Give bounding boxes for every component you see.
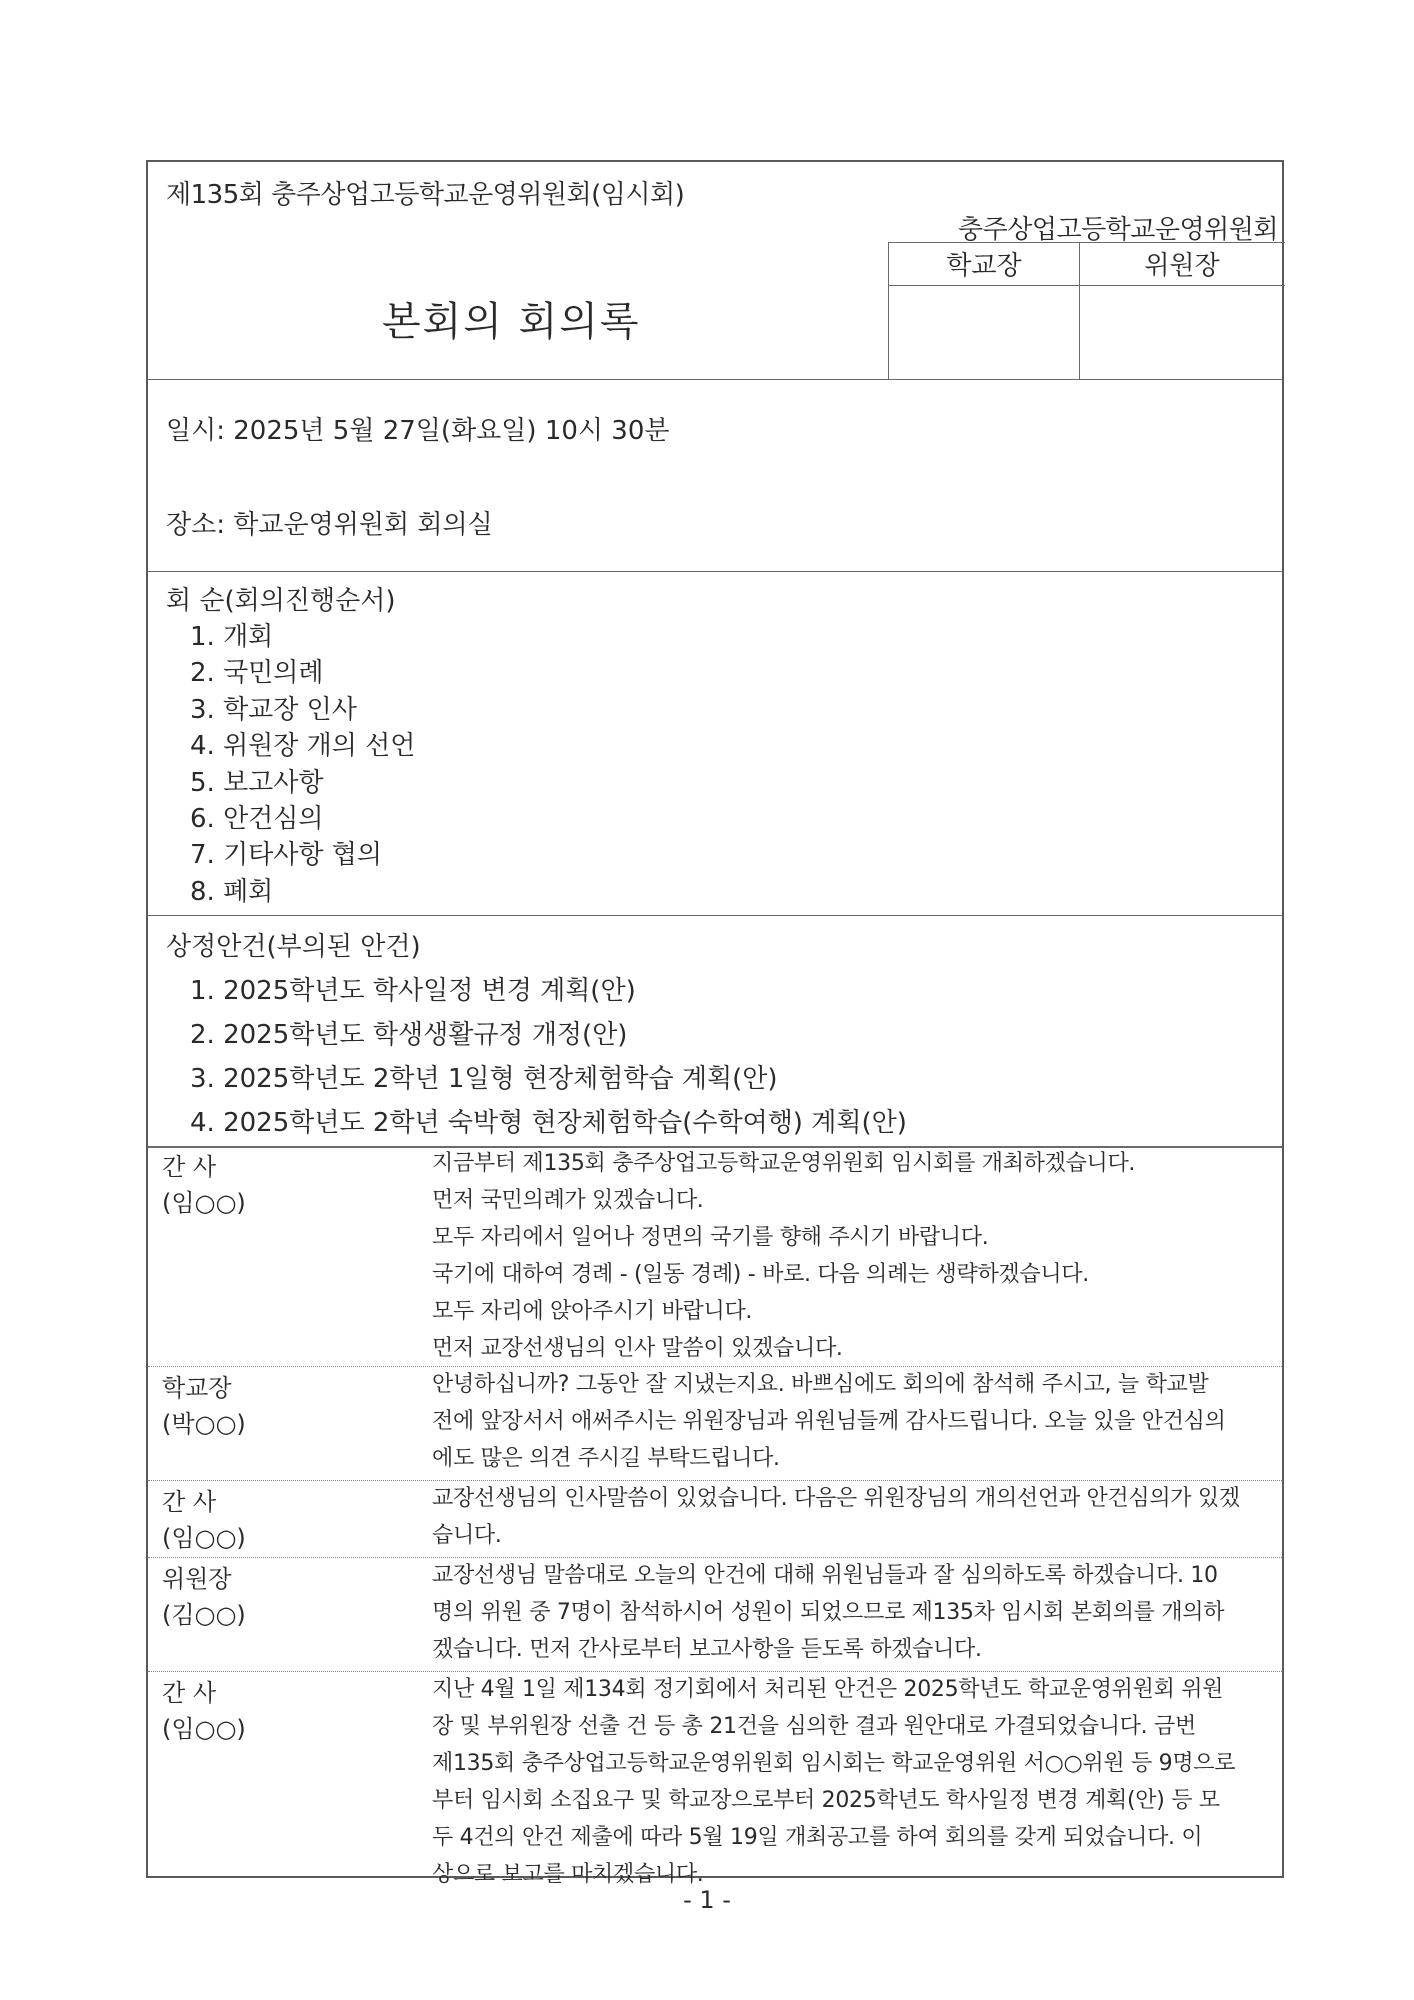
order-item: 8. 폐회: [190, 877, 274, 907]
speaker-name: (임○○): [162, 1189, 246, 1217]
speech-text: [432, 1671, 1274, 1893]
minutes-entry: [148, 1559, 1282, 1670]
speech-line: 장 및 부위원장 선출 건 등 총 21건을 심의한 결과 원안대로 가결되었습니다. 금번: [432, 1714, 1196, 1739]
speech-text: [432, 1366, 1274, 1477]
page-number: - 1 -: [683, 1886, 731, 1914]
speech-line: 교장선생님의 인사말씀이 있었습니다. 다음은 위원장님의 개의선언과 안건심의가 있겠: [432, 1486, 1240, 1511]
organization-name: 충주상업고등학교운영위원회: [957, 215, 1278, 245]
speaker-name: (박○○): [162, 1410, 246, 1438]
speech-text: [432, 1145, 1274, 1367]
order-item: 6. 안건심의: [190, 804, 324, 834]
speech-line: 지금부터 제135회 충주상업고등학교운영위원회 임시회를 개최하겠습니다.: [432, 1151, 1136, 1176]
speaker-role: 학교장: [162, 1374, 232, 1402]
header-section: [148, 162, 1282, 380]
speaker-name: (임○○): [162, 1524, 246, 1552]
minutes-section: [148, 1147, 1282, 1887]
speech-line: 부터 임시회 소집요구 및 학교장으로부터 2025학년도 학사일정 변경 계획(안) 등 모: [432, 1788, 1220, 1813]
speech-line: 겠습니다. 먼저 간사로부터 보고사항을 듣도록 하겠습니다.: [432, 1637, 982, 1662]
speaker-name: (김○○): [162, 1601, 246, 1629]
speech-line: 전에 앞장서서 애써주시는 위원장님과 위원님들께 감사드립니다. 오늘 있을 안건심의: [432, 1409, 1226, 1434]
speech-line: 상으로 보고를 마치겠습니다.: [432, 1862, 704, 1887]
speech-line: 명의 위원 중 7명이 참석하시어 성원이 되었으므로 제135차 임시회 본회의를 개의하: [432, 1600, 1225, 1625]
order-title: 회 순(회의진행순서): [166, 586, 396, 616]
speech-line: 모두 자리에서 일어나 정면의 국기를 향해 주시기 바랍니다.: [432, 1225, 989, 1250]
document-frame: [146, 160, 1284, 1887]
speech-line: 먼저 교장선생님의 인사 말씀이 있겠습니다.: [432, 1336, 843, 1361]
order-item: 3. 학교장 인사: [190, 695, 357, 725]
speech-line: 안녕하십니까? 그동안 잘 지냈는지요. 바쁘심에도 회의에 참석해 주시고, 늘 학교발: [432, 1372, 1209, 1397]
speech-line: 제135회 충주상업고등학교운영위원회 임시회는 학교운영위원 서○○위원 등 9명으로: [432, 1751, 1236, 1776]
agenda-item: 2. 2025학년도 학생생활규정 개정(안): [190, 1020, 628, 1050]
speech-line: 습니다.: [432, 1523, 502, 1548]
minutes-entry: [148, 1147, 1282, 1365]
agenda-item: 4. 2025학년도 2학년 숙박형 현장체험학습(수학여행) 계획(안): [190, 1108, 907, 1138]
order-item: 1. 개회: [190, 622, 274, 652]
order-item: 7. 기타사항 협의: [190, 840, 383, 870]
document-title: 본회의 회의록: [382, 299, 641, 345]
signature-row-line: [889, 285, 1285, 286]
speech-line: 두 4건의 안건 제출에 따라 5월 19일 개최공고를 하여 회의를 갖게 되었습니다. 이: [432, 1825, 1203, 1850]
speech-line: 모두 자리에 앉아주시기 바랍니다.: [432, 1299, 753, 1324]
speaker-role: 간 사: [162, 1679, 216, 1707]
speech-text: [432, 1557, 1274, 1668]
speech-line: 교장선생님 말씀대로 오늘의 안건에 대해 위원님들과 잘 심의하도록 하겠습니다. 10: [432, 1563, 1218, 1588]
speech-line: 먼저 국민의례가 있겠습니다.: [432, 1188, 704, 1213]
agenda-item: 1. 2025학년도 학사일정 변경 계획(안): [190, 976, 636, 1006]
agenda-item: 3. 2025학년도 2학년 1일형 현장체험학습 계획(안): [190, 1064, 778, 1094]
signature-table: [888, 242, 1285, 379]
speech-line: 국기에 대하여 경례 - (일동 경례) - 바로. 다음 의례는 생략하겠습니다.: [432, 1262, 1089, 1287]
divider: [148, 915, 1282, 916]
speech-text: [432, 1480, 1274, 1554]
speaker-role: 간 사: [162, 1488, 216, 1516]
divider: [148, 571, 1282, 572]
order-item: 5. 보고사항: [190, 768, 324, 798]
meeting-datetime: 일시: 2025년 5월 27일(화요일) 10시 30분: [166, 416, 670, 446]
meeting-number: 제135회 충주상업고등학교운영위원회(임시회): [166, 180, 685, 210]
divider: [148, 379, 1282, 380]
speaker-role: 위원장: [162, 1565, 232, 1593]
speaker-name: (임○○): [162, 1715, 246, 1743]
sign-principal-header: 학교장: [946, 251, 1022, 281]
order-item: 4. 위원장 개의 선언: [190, 731, 416, 761]
speech-line: 에도 많은 의견 주시길 부탁드립니다.: [432, 1446, 780, 1471]
sign-chair-header: 위원장: [1144, 251, 1220, 281]
agenda-title: 상정안건(부의된 안건): [166, 932, 421, 962]
speech-line: 지난 4월 1일 제134회 정기회에서 처리된 안건은 2025학년도 학교운영위원회 위원: [432, 1677, 1224, 1702]
meeting-place: 장소: 학교운영위원회 회의실: [166, 510, 493, 540]
minutes-entry: [148, 1673, 1282, 1895]
minutes-entry: [148, 1368, 1282, 1479]
order-item: 2. 국민의례: [190, 658, 324, 688]
minutes-entry: [148, 1482, 1282, 1556]
speaker-role: 간 사: [162, 1153, 216, 1181]
